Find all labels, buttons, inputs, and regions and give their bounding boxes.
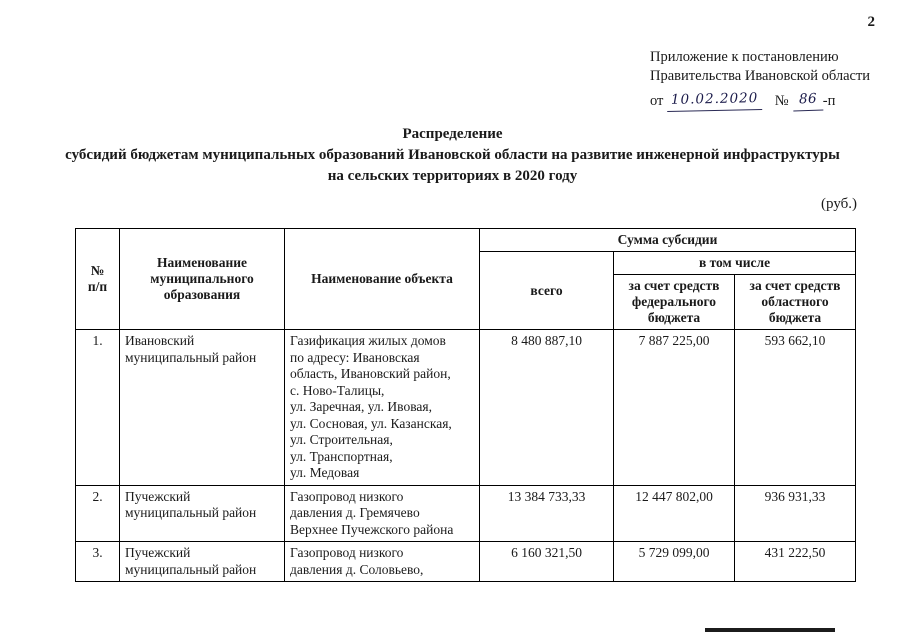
approval-block xyxy=(650,48,890,111)
number-value-handwritten: 86 xyxy=(792,89,823,111)
table-row xyxy=(76,330,856,486)
header-num-line-2: п/п xyxy=(87,279,108,294)
row-object-line: ул. Сосновая, ул. Казанская, xyxy=(290,415,452,431)
header-federal-line-2: федерального xyxy=(631,294,717,309)
row-regional: 431 222,50 xyxy=(735,542,856,582)
row-num: 3. xyxy=(76,542,120,582)
table-row xyxy=(76,485,856,542)
header-federal-line-1: за счет средств xyxy=(628,278,720,293)
approval-line-1: Приложение к постановлению xyxy=(650,49,839,65)
row-object-line: по адресу: Ивановская xyxy=(290,349,420,365)
header-municipality xyxy=(120,229,285,330)
header-regional-line-3: бюджета xyxy=(768,310,822,325)
header-regional xyxy=(735,275,856,330)
header-num-line-1: № xyxy=(90,263,105,278)
header-municipality-line-3: образования xyxy=(163,287,241,302)
document-title xyxy=(0,124,905,187)
header-municipality-line-1: Наименование xyxy=(157,255,247,270)
page-number: 2 xyxy=(867,14,875,30)
approval-order-line xyxy=(650,90,890,111)
table-header-row-1 xyxy=(76,229,856,252)
row-total: 13 384 733,33 xyxy=(480,485,614,542)
row-municipality xyxy=(120,330,285,486)
row-object-line: Верхнее Пучежского района xyxy=(290,521,454,537)
row-federal: 5 729 099,00 xyxy=(614,542,735,582)
number-label: № xyxy=(774,93,789,109)
header-subsidy-amount: Сумма субсидии xyxy=(480,229,856,252)
row-municipality-line: муниципальный район xyxy=(125,561,257,577)
header-among-which: в том числе xyxy=(614,252,856,275)
row-object-line: давления д. Соловьево, xyxy=(290,561,424,577)
row-object-line: с. Ново-Талицы, xyxy=(290,382,385,398)
row-total: 8 480 887,10 xyxy=(480,330,614,486)
row-object-line: область, Ивановский район, xyxy=(290,366,451,381)
row-num: 2. xyxy=(76,485,120,542)
row-object-line: Газификация жилых домов xyxy=(290,333,446,348)
units-label: (руб.) xyxy=(821,196,857,212)
row-municipality-line: Пучежский xyxy=(125,545,191,560)
row-regional: 936 931,33 xyxy=(735,485,856,542)
row-object xyxy=(285,330,480,486)
row-municipality xyxy=(120,542,285,582)
table-row xyxy=(76,542,856,582)
row-municipality-line: Ивановский xyxy=(125,333,195,348)
header-num xyxy=(76,229,120,330)
number-suffix: -п xyxy=(822,93,836,109)
row-total: 6 160 321,50 xyxy=(480,542,614,582)
title-line-2: субсидий бюджетам муниципальных образований Ивановской области на развитие инженерной инфраструктуры xyxy=(65,147,840,163)
row-municipality-line: муниципальный район xyxy=(125,349,257,365)
header-municipality-line-2: муниципального xyxy=(150,271,254,286)
row-object-line: ул. Медовая xyxy=(290,465,360,480)
header-regional-line-2: областного xyxy=(761,294,829,309)
scan-edge-mark xyxy=(705,628,835,632)
header-total: всего xyxy=(480,252,614,330)
header-federal-line-3: бюджета xyxy=(647,310,701,325)
row-federal: 12 447 802,00 xyxy=(614,485,735,542)
row-object-line: ул. Заречная, ул. Ивовая, xyxy=(290,399,432,414)
row-object-line: давления д. Гремячево xyxy=(290,505,420,520)
date-label: от xyxy=(650,93,664,109)
header-regional-line-1: за счет средств xyxy=(749,278,841,293)
title-line-1: Распределение xyxy=(402,126,503,142)
title-line-3: на сельских территориях в 2020 году xyxy=(327,168,578,184)
row-municipality-line: муниципальный район xyxy=(125,505,257,520)
header-object: Наименование объекта xyxy=(285,229,480,330)
date-value-handwritten: 10.02.2020 xyxy=(667,89,763,112)
row-regional: 593 662,10 xyxy=(735,330,856,486)
row-object-line: ул. Транспортная, xyxy=(290,448,393,464)
approval-line-2: Правительства Ивановской области xyxy=(650,68,871,84)
row-object xyxy=(285,542,480,582)
row-object-line: ул. Строительная, xyxy=(290,432,393,447)
row-object-line: Газопровод низкого xyxy=(290,545,404,560)
row-municipality-line: Пучежский xyxy=(125,488,191,504)
row-object-line: Газопровод низкого xyxy=(290,488,404,504)
row-federal: 7 887 225,00 xyxy=(614,330,735,486)
distribution-table xyxy=(75,228,856,582)
row-municipality xyxy=(120,485,285,542)
header-federal xyxy=(614,275,735,330)
row-object xyxy=(285,485,480,542)
row-num: 1. xyxy=(76,330,120,486)
